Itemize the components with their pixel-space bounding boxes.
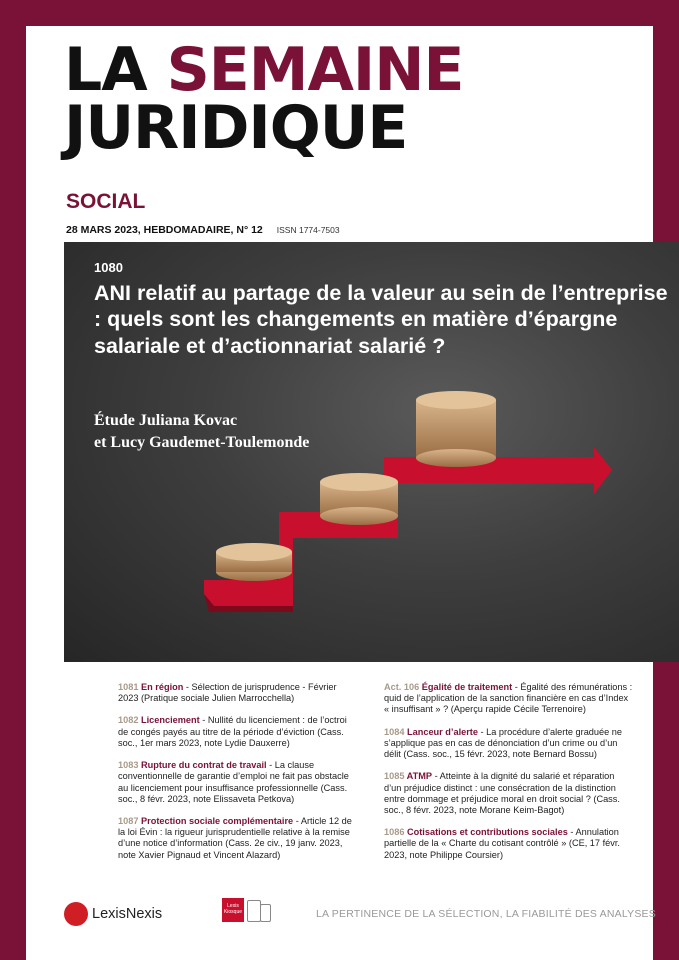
masthead-semaine: SEMAINE [166, 35, 464, 105]
list-item[interactable]: Act. 106 Égalité de traitement - Égalité des rémunérations : quid de l’application de la sanction financière en cas d’Index « insuffisant » ? (Aperçu rapide Cécile Terrenoire) [384, 682, 633, 715]
lexisnexis-logo[interactable] [64, 900, 194, 928]
dateline [66, 224, 340, 236]
list-item[interactable]: 1081 En région - Sélection de jurisprudence - Février 2023 (Pratique sociale Julien Marrocchella) [118, 682, 337, 704]
list-item[interactable]: 1086 Cotisations et contributions sociales - Annulation partielle de la « Charte du cotisant contrôlé » (CE, 17 févr. 2023, note Philippe Coursier) [384, 827, 620, 860]
lexisnexis-logo-icon [64, 902, 88, 926]
issue-date: 28 MARS 2023, HEBDOMADAIRE, N° 12 [66, 224, 263, 236]
list-item[interactable]: 1087 Protection sociale complémentaire - Article 12 de la loi Évin : la rigueur jurisprudentielle relative à la remise d’une notice d’information (Cass. 2e civ., 19 janv. 2023, note Xavier Pignaud et Vincent Alazard) [118, 815, 352, 860]
contents-right-column [384, 682, 634, 872]
section-title: SOCIAL [66, 190, 146, 213]
author-line-1: Étude Juliana Kovac [94, 412, 238, 429]
article-number: 1080 [94, 260, 123, 275]
list-item[interactable]: 1082 Licenciement - Nullité du licenciement : de l’octroi de congés payés au titre de la période d’éviction (Cass. soc., 1er mars 2023, note Lydie Dauxerre) [118, 715, 347, 748]
author [94, 410, 494, 453]
kiosk-icon: Lexis Kiosque [222, 898, 244, 922]
masthead-la: LA [64, 35, 167, 105]
author-line-2: et Lucy Gaudemet-Toulemonde [94, 433, 310, 451]
masthead-juridique: JURIDIQUE [64, 93, 408, 163]
tagline: LA PERTINENCE DE LA SÉLECTION, LA FIABILITÉ DES ANALYSES [316, 908, 656, 920]
cover-sheet [26, 26, 668, 960]
red-arrow-stairs [204, 447, 612, 606]
kiosk-badge[interactable] [222, 898, 272, 924]
tablet-icon [247, 900, 261, 922]
phone-icon [260, 904, 271, 922]
coin-stack-small [216, 543, 292, 581]
issn: ISSN 1774-7503 [276, 225, 340, 235]
headline[interactable]: ANI relatif au partage de la valeur au sein de l’entreprise : quels sont les changements en matière d’épargne salariale et d’actionnariat salarié ? [94, 281, 668, 358]
footer [26, 894, 656, 934]
list-item[interactable]: 1084 Lanceur d’alerte - La procédure d’alerte graduée ne s’applique pas en cas de dénonciation d’un crime ou d’un délit (Cass. soc., 15 févr. 2023, note Bernard Bossu) [384, 726, 623, 760]
coin-stack-medium [320, 473, 398, 525]
list-item[interactable]: 1083 Rupture du contrat de travail - La clause conventionnelle de garantie d’emploi ne fait pas obstacle au licenciement pour insuffisance professionnelle (Cass. soc., 8 févr. 2023, note Elissaveta Petkova) [118, 760, 349, 804]
masthead [64, 35, 464, 163]
hero-banner[interactable] [64, 242, 679, 662]
contents-left-column [118, 682, 353, 872]
brand-name: LexisNexis [92, 906, 163, 922]
list-item[interactable]: 1085 ATMP - Atteinte à la dignité du salarié et réparation d’un préjudice distinct : une consécration de la distinction entre dommage et préjudice moral en droit social ? (Cass. soc., 8 févr. 2023, note Morane Keim-Bagot) [384, 771, 620, 815]
